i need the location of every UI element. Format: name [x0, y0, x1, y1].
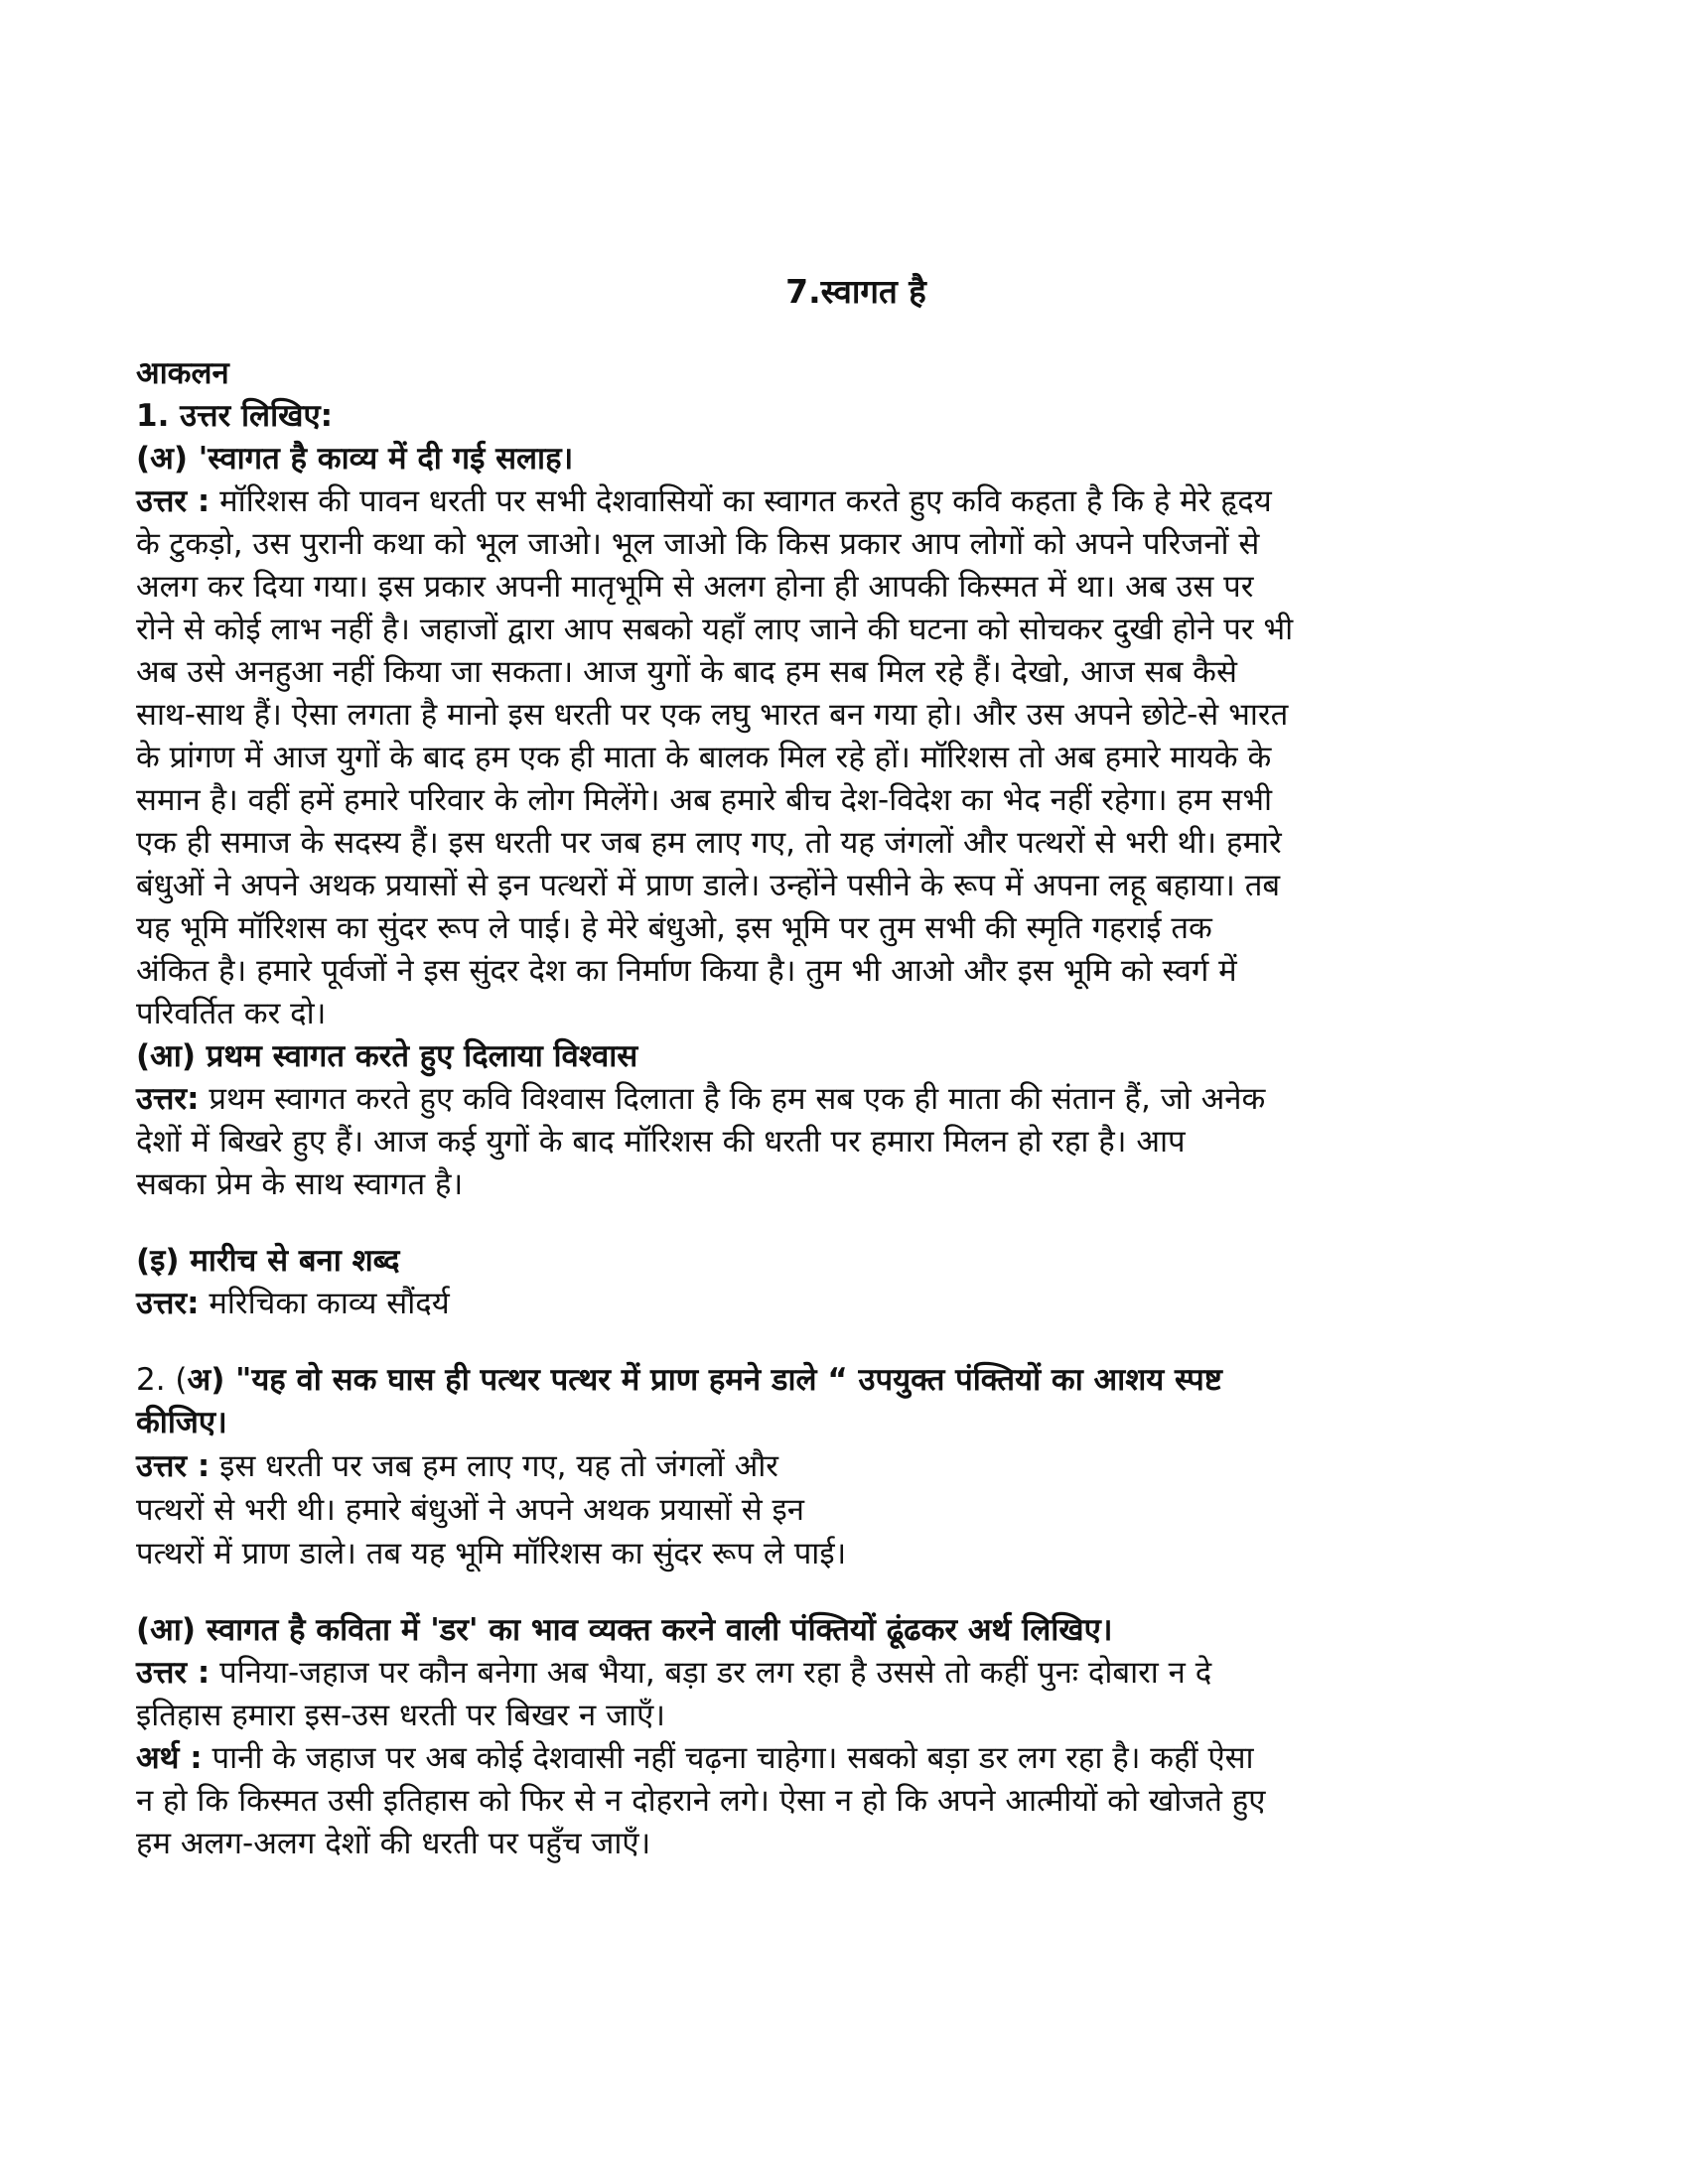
answer-label: उत्तर :: [136, 1448, 211, 1484]
q2-a-answer-line: पत्थरों से भरी थी। हमारे बंधुओं ने अपने अथक प्रयासों से इन: [136, 1492, 804, 1528]
chapter-title: 7.स्वागत है: [785, 272, 926, 311]
section-heading: आकलन: [136, 355, 229, 391]
answer-text: इस धरती पर जब हम लाए गए, यह तो जंगलों और: [210, 1448, 778, 1484]
q1-i-question: (इ) मारीच से बना शब्द: [136, 1243, 400, 1279]
spacer: [136, 1325, 1556, 1359]
q1-a-answer-line: बंधुओं ने अपने अथक प्रयासों से इन पत्थरों में प्राण डाले। उन्होंने पसीने के रूप में अपना लहू बहाया। तब: [136, 868, 1281, 903]
q1-aa-question: (आ) प्रथम स्वागत करते हुए दिलाया विश्वास: [136, 1038, 638, 1074]
q2-a-answer-line: पत्थरों में प्राण डाले। तब यह भूमि मॉरिशस का सुंदर रूप ले पाई।: [136, 1536, 847, 1571]
answer-text: पनिया-जहाज पर कौन बनेगा अब भैया, बड़ा डर लग रहा है उससे तो कहीं पुनः दोबारा न दे: [210, 1655, 1212, 1691]
meaning-label: अर्थ :: [136, 1740, 203, 1776]
answer-label: उत्तर:: [136, 1081, 200, 1117]
answer-label: उत्तर :: [136, 1655, 211, 1691]
q2-aa-answer-line: [136, 1652, 1556, 1695]
answer-label: उत्तर :: [136, 483, 211, 519]
q1-heading: 1. उत्तर लिखिए:: [136, 398, 333, 434]
q1-a-answer-line: अब उसे अनहुआ नहीं किया जा सकता। आज युगों के बाद हम सब मिल रहे हैं। देखो, आज सब कैसे: [136, 654, 1237, 690]
q1-a-answer-line: एक ही समाज के सदस्य हैं। इस धरती पर जब हम लाए गए, तो यह जंगलों और पत्थरों से भरी थी। हमारे: [136, 825, 1282, 861]
q2-aa-answer-line: इतिहास हमारा इस-उस धरती पर बिखर न जाएँ।: [136, 1698, 666, 1733]
q1-a-answer-line: रोने से कोई लाभ नहीं है। जहाजों द्वारा आप सबको यहाँ लाए जाने की घटना को सोचकर दुखी होने पर भी: [136, 612, 1294, 647]
q2-a-question-line: कीजिए।: [136, 1405, 227, 1440]
q2-aa-meaning-line: [136, 1737, 1556, 1780]
q2-aa-meaning-line: न हो कि किस्मत उसी इतिहास को फिर से न दोहराने लगे। ऐसा न हो कि अपने आत्मीयों को खोजते हुए: [136, 1783, 1266, 1819]
q1-a-answer-line: [136, 480, 1556, 523]
answer-text: मरिचिका काव्य सौंदर्य: [199, 1286, 450, 1321]
q1-a-answer-line: यह भूमि मॉरिशस का सुंदर रूप ले पाई। हे मेरे बंधुओ, इस भूमि पर तुम सभी की स्मृति गहराई तक: [136, 910, 1212, 946]
meaning-text: पानी के जहाज पर अब कोई देशवासी नहीं चढ़ना चाहेगा। सबको बड़ा डर लग रहा है। कहीं ऐसा: [202, 1740, 1254, 1776]
q1-i-answer-line: [136, 1283, 1556, 1325]
q1-aa-answer-line: [136, 1078, 1556, 1121]
answer-text: प्रथम स्वागत करते हुए कवि विश्वास दिलाता है कि हम सब एक ही माता की संतान हैं, जो अनेक: [199, 1081, 1266, 1117]
q1-a-answer-line: परिवर्तित कर दो।: [136, 996, 327, 1031]
question-text: अ) "यह वो सक घास ही पत्थर पत्थर में प्राण हमने डाले “ उपयुक्त पंक्तियों का आशय स्पष्ट: [187, 1362, 1222, 1398]
q1-a-answer-line: के प्रांगण में आज युगों के बाद हम एक ही माता के बालक मिल रहे हों। मॉरिशस तो अब हमारे मायके के: [136, 740, 1272, 775]
q1-a-answer-line: साथ-साथ हैं। ऐसा लगता है मानो इस धरती पर एक लघु भारत बन गया हो। और उस अपने छोटे-से भारत: [136, 697, 1289, 733]
q1-a-answer-line: अलग कर दिया गया। इस प्रकार अपनी मातृभूमि से अलग होना ही आपकी किस्मत में था। अब उस पर: [136, 569, 1254, 605]
q1-a-answer-line: के टुकड़ो, उस पुरानी कथा को भूल जाओ। भूल जाओ कि किस प्रकार आप लोगों को अपने परिजनों से: [136, 526, 1260, 562]
question-number: 2. (: [136, 1362, 188, 1398]
q2-a-question-line: [136, 1359, 1556, 1402]
q1-aa-answer-line: देशों में बिखरे हुए हैं। आज कई युगों के बाद मॉरिशस की धरती पर हमारा मिलन हो रहा है। आप: [136, 1124, 1186, 1160]
answer-label: उत्तर:: [136, 1286, 200, 1321]
answer-text: मॉरिशस की पावन धरती पर सभी देशवासियों का स्वागत करते हुए कवि कहता है कि हे मेरे हृदय: [210, 483, 1272, 519]
q2-aa-question: (आ) स्वागत है कविता में 'डर' का भाव व्यक्त करने वाली पंक्तियों ढूंढकर अर्थ लिखिए।: [136, 1612, 1113, 1648]
q1-a-answer-line: अंकित है। हमारे पूर्वजों ने इस सुंदर देश का निर्माण किया है। तुम भी आओ और इस भूमि को स्वर्ग में: [136, 953, 1237, 989]
spacer: [136, 1206, 1556, 1240]
spacer: [136, 1575, 1556, 1609]
q1-a-answer-line: समान है। वहीं हमें हमारे परिवार के लोग मिलेंगे। अब हमारे बीच देश-विदेश का भेद नहीं रहेगा। हम सभी: [136, 782, 1273, 818]
q1-aa-answer-line: सबका प्रेम के साथ स्वागत है।: [136, 1166, 464, 1202]
q2-a-answer-line: [136, 1444, 1556, 1488]
document-content: [136, 268, 1556, 1865]
q1-a-question: (अ) 'स्वागत है काव्य में दी गई सलाह।: [136, 441, 574, 477]
q2-aa-meaning-line: हम अलग-अलग देशों की धरती पर पहुँच जाएँ।: [136, 1826, 651, 1861]
